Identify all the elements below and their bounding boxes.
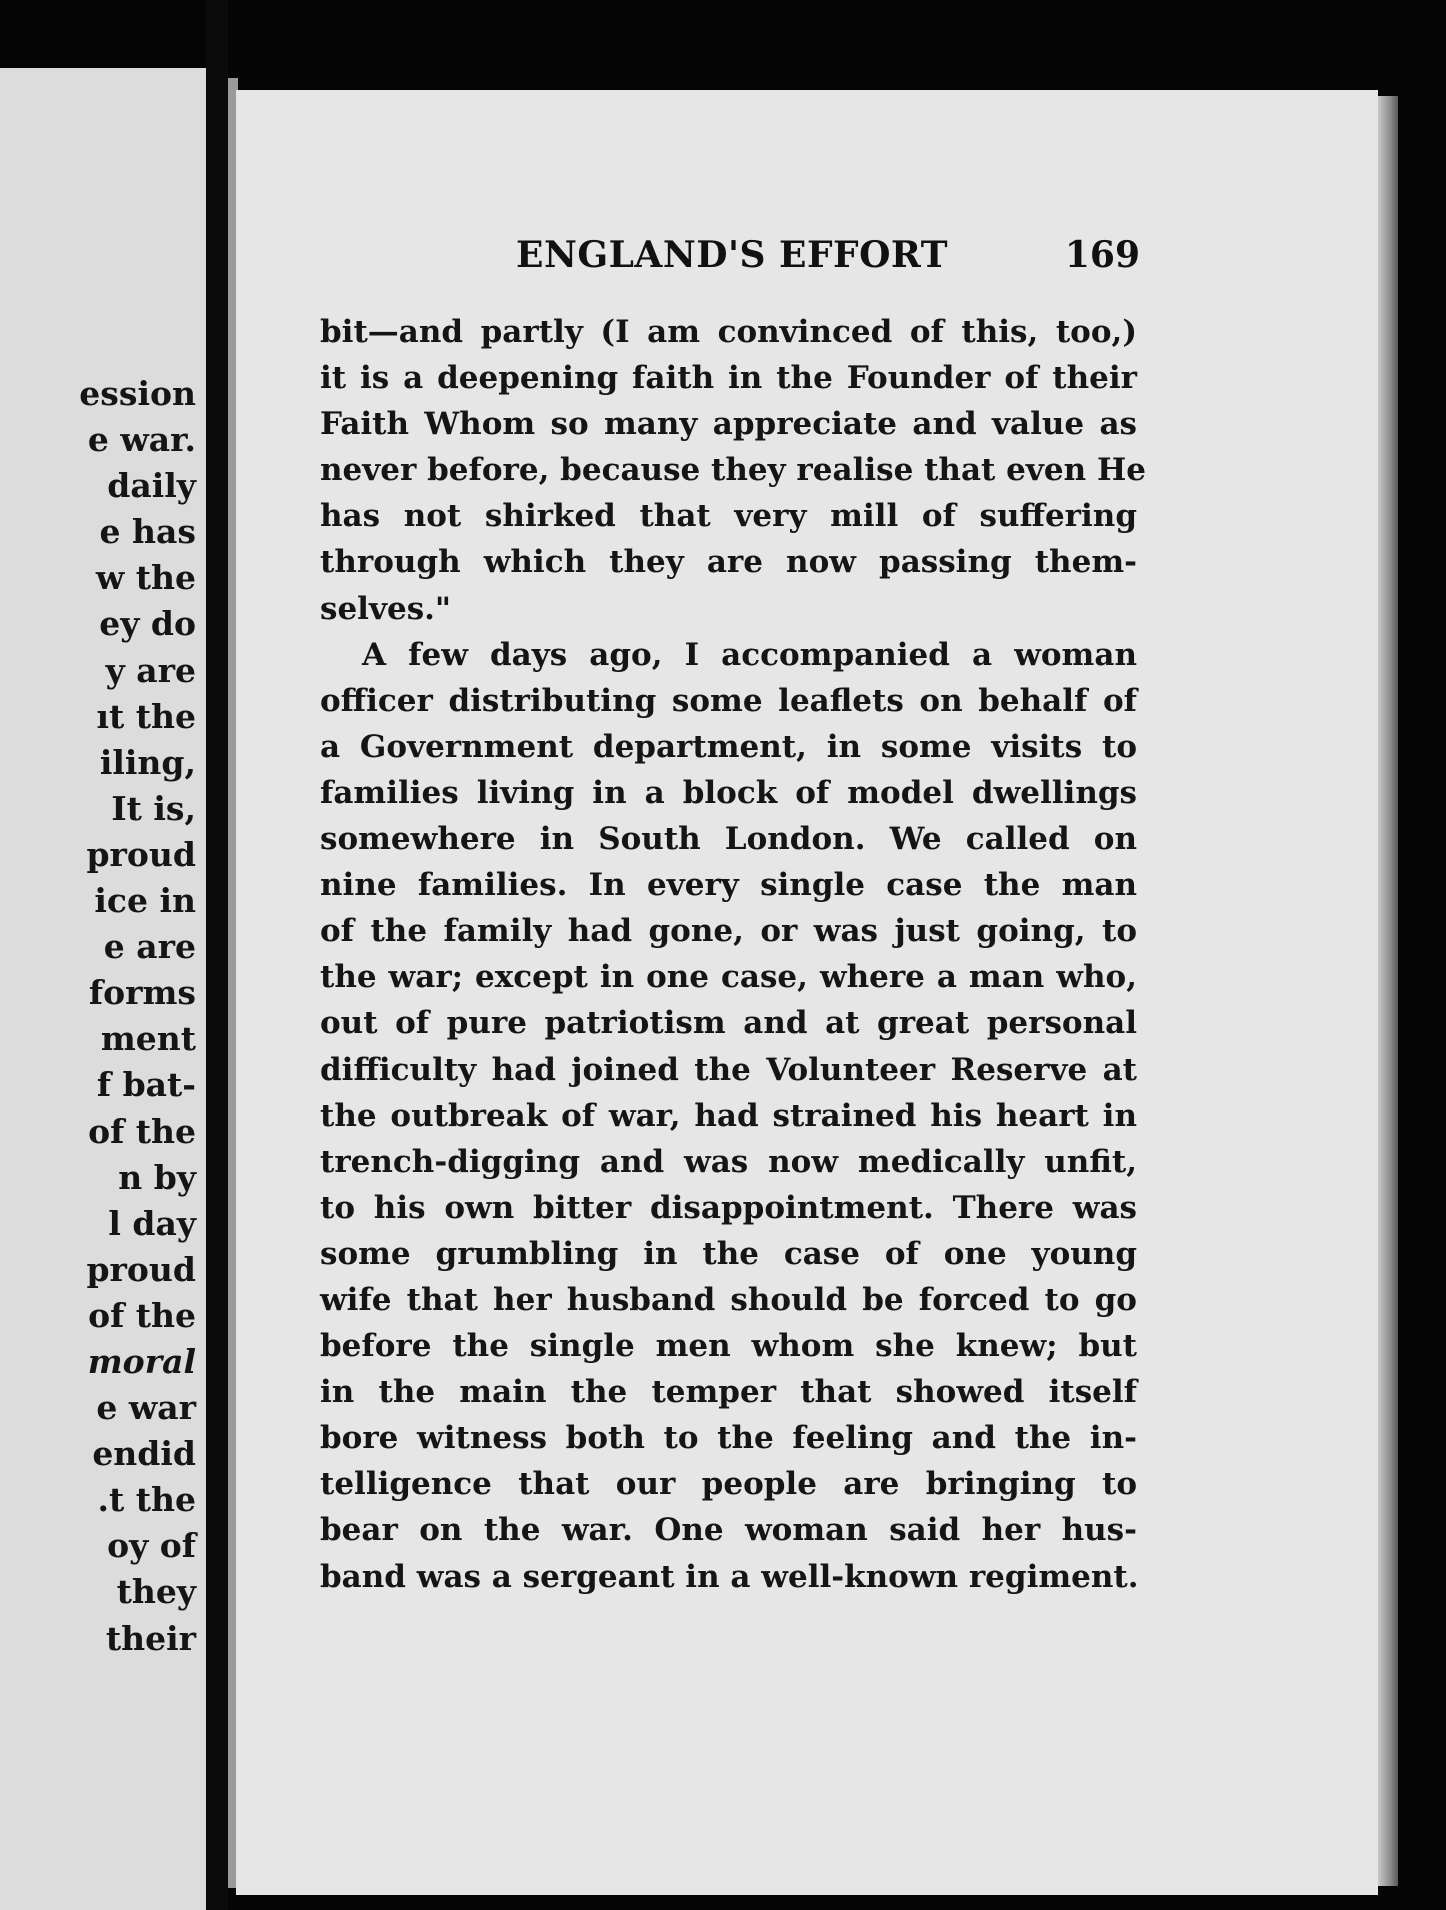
previous-page-line: ıt the (96, 696, 196, 736)
page-header (320, 228, 1140, 288)
text-line: a Government department, in some visits to (320, 728, 1137, 765)
previous-page-line: daily (107, 466, 196, 506)
text-line: officer distributing some leaflets on behalf of (320, 682, 1137, 719)
previous-page-line: It is, (111, 788, 196, 828)
previous-page-line: f bat- (96, 1065, 196, 1105)
text-line: it is a deepening faith in the Founder of their (320, 360, 1137, 397)
previous-page-fragment (0, 68, 206, 1910)
previous-page-line: y are (105, 650, 196, 690)
body-text (320, 309, 1146, 1600)
previous-page-line: e has (99, 512, 196, 552)
text-line: trench-digging and was now medically unfit, (320, 1143, 1137, 1180)
previous-page-line: moral (87, 1341, 196, 1381)
book-gutter (206, 0, 228, 1910)
text-line: of the family had gone, or was just going, to (320, 913, 1137, 950)
text-line: some grumbling in the case of one young (320, 1235, 1137, 1272)
previous-page-line: ment (100, 1019, 196, 1059)
previous-page-line: proud (86, 834, 196, 874)
previous-page-line: l day (108, 1203, 196, 1243)
previous-page-line: n by (118, 1157, 196, 1197)
text-line: bear on the war. One woman said her hus- (320, 1512, 1137, 1549)
text-line: never before, because they realise that even He (320, 452, 1146, 489)
previous-page-line: .t the (97, 1480, 196, 1520)
text-line: has not shirked that very mill of suffering (320, 498, 1137, 535)
text-line: the war; except in one case, where a man who, (320, 959, 1137, 996)
previous-page-line: their (105, 1618, 196, 1658)
previous-page-line: e war. (87, 420, 196, 460)
previous-page-line: forms (88, 973, 196, 1013)
previous-page-line: proud (86, 1249, 196, 1289)
previous-page-line: w the (95, 558, 196, 598)
text-line: Faith Whom so many appreciate and value as (320, 406, 1137, 443)
previous-page-line: ession (79, 374, 196, 413)
text-line: A few days ago, I accompanied a woman (362, 636, 1137, 673)
text-line: selves." (320, 590, 452, 627)
running-head: ENGLAND'S EFFORT (516, 234, 949, 276)
text-line: band was a sergeant in a well-known regiment. (320, 1558, 1139, 1595)
previous-page-line: of the (88, 1111, 196, 1151)
text-line: before the single men whom she knew; but (320, 1328, 1137, 1365)
previous-page-line: they (116, 1572, 196, 1612)
page-edge-shadow (1378, 96, 1398, 1886)
text-line: families living in a block of model dwellings (320, 774, 1137, 811)
previous-page-text (0, 371, 196, 1662)
previous-page-line: e war (96, 1388, 196, 1428)
previous-page-line: e are (103, 927, 196, 967)
previous-page-line: of the (88, 1295, 196, 1335)
text-line: difficulty had joined the Volunteer Reserve at (320, 1051, 1137, 1088)
text-line: bit—and partly (I am convinced of this, too,) (320, 314, 1137, 350)
previous-page-line: endid (92, 1434, 196, 1474)
text-line: in the main the temper that showed itself (320, 1374, 1137, 1411)
page-number: 169 (1064, 234, 1140, 276)
previous-page-line: iling, (99, 742, 196, 782)
text-line: through which they are now passing them- (320, 544, 1137, 581)
text-line: nine families. In every single case the man (320, 867, 1137, 904)
text-line: out of pure patriotism and at great personal (320, 1005, 1137, 1042)
text-line: bore witness both to the feeling and the in- (320, 1420, 1137, 1457)
text-line: the outbreak of war, had strained his heart in (320, 1097, 1137, 1134)
text-line: telligence that our people are bringing to (320, 1466, 1137, 1503)
previous-page-line: oy of (107, 1526, 196, 1566)
previous-page-line: ice in (94, 881, 196, 921)
text-line: somewhere in South London. We called on (320, 821, 1137, 858)
previous-page-line: ey do (99, 604, 196, 644)
text-line: to his own bitter disappointment. There was (320, 1189, 1137, 1226)
text-line: wife that her husband should be forced to go (320, 1281, 1137, 1318)
